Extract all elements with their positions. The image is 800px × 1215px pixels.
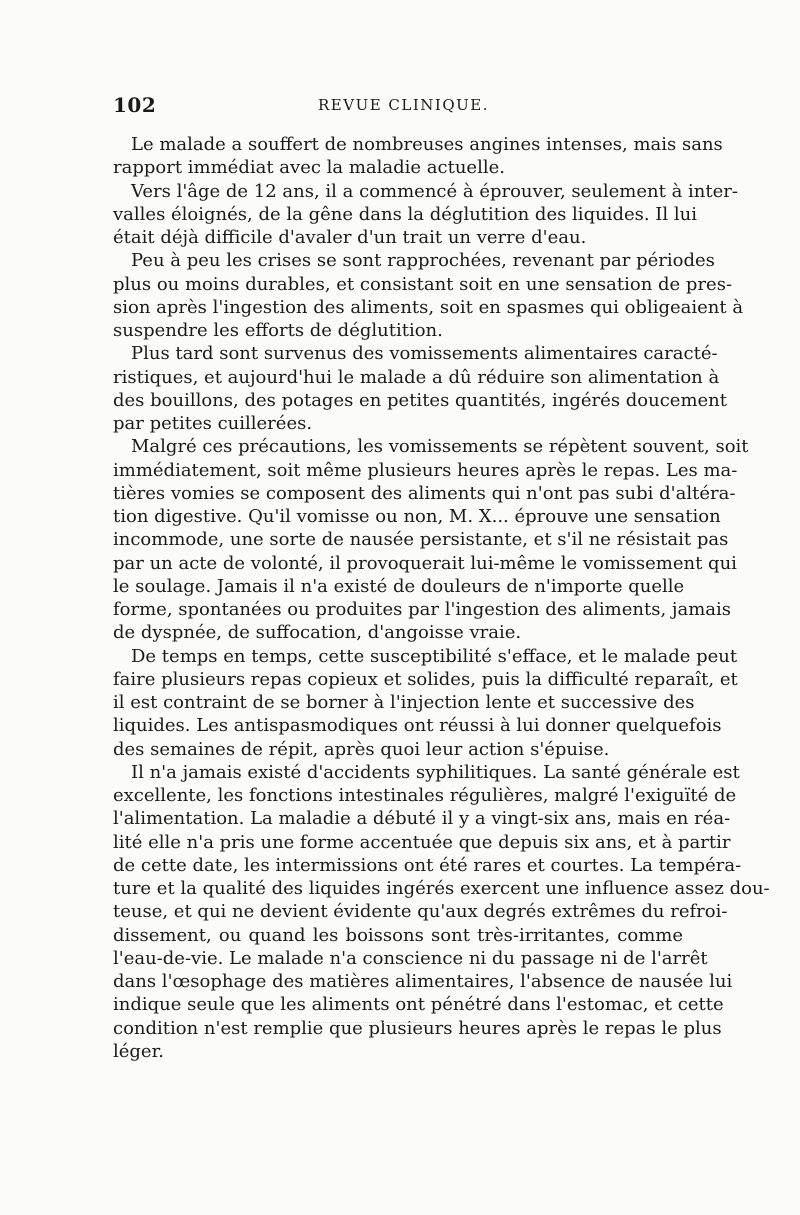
text-line: des bouillons, des potages en petites quantités, ingérés doucement xyxy=(113,389,728,411)
text-line: léger. xyxy=(113,1040,164,1062)
text-line: l'alimentation. La maladie a débuté il y a vingt-six ans, mais en réa- xyxy=(113,808,731,830)
text-line: Vers l'âge de 12 ans, il a commencé à éprouver, seulement à inter- xyxy=(131,180,738,202)
text-line: excellente, les fonctions intestinales régulières, malgré l'exiguïté de xyxy=(113,785,737,806)
text-line: dissement, ou quand les boissons sont très-irritantes, comme xyxy=(113,924,683,946)
text-line: ture et la qualité des liquides ingérés exercent une influence assez dou- xyxy=(113,878,770,899)
text-line: Il n'a jamais existé d'accidents syphilitiques. La santé générale est xyxy=(131,761,740,783)
text-line: rapport immédiat avec la maladie actuelle. xyxy=(113,157,505,179)
text-line: le soulage. Jamais il n'a existé de douleurs de n'importe quelle xyxy=(113,575,685,597)
text-line: plus ou moins durables, et consistant soit en une sensation de pres- xyxy=(113,273,733,295)
text-line: de cette date, les intermissions ont été rares et courtes. La tempéra- xyxy=(113,854,742,876)
page-number: 102 xyxy=(113,93,157,117)
text-line: De temps en temps, cette susceptibilité s'efface, et le malade peut xyxy=(131,645,738,667)
text-line: par un acte de volonté, il provoquerait lui-même le vomissement qui xyxy=(113,552,737,574)
text-line: était déjà difficile d'avaler d'un trait un verre d'eau. xyxy=(113,227,587,248)
text-line: Peu à peu les crises se sont rapprochées, revenant par périodes xyxy=(131,250,715,272)
text-line: indique seule que les aliments ont pénétré dans l'estomac, et cette xyxy=(113,994,724,1016)
faint-bleed-through-mark xyxy=(310,1022,430,1029)
text-line: faire plusieurs repas copieux et solides, puis la difficulté reparaît, et xyxy=(113,668,738,690)
text-line: sion après l'ingestion des aliments, soit en spasmes qui obligeaient à xyxy=(113,296,744,318)
text-line: condition n'est remplie que plusieurs heures après le repas le plus xyxy=(113,1017,722,1039)
text-line: immédiatement, soit même plusieurs heures après le repas. Les ma- xyxy=(113,459,738,481)
page-header xyxy=(113,93,683,117)
text-line: l'eau-de-vie. Le malade n'a conscience ni du passage ni de l'arrêt xyxy=(113,947,708,969)
text-line: forme, spontanées ou produites par l'ingestion des aliments, jamais xyxy=(113,599,732,620)
text-line: des semaines de répit, après quoi leur action s'épuise. xyxy=(113,738,610,760)
text-line: Le malade a souffert de nombreuses angines intenses, mais sans xyxy=(131,134,723,155)
text-line: de dyspnée, de suffocation, d'angoisse vraie. xyxy=(113,622,522,644)
text-line: Malgré ces précautions, les vomissements se répètent souvent, soit xyxy=(131,436,749,458)
text-line: Plus tard sont survenus des vomissements alimentaires caracté- xyxy=(131,343,718,365)
text-line: liquides. Les antispasmodiques ont réussi à lui donner quelquefois xyxy=(113,715,722,737)
text-line: par petites cuillerées. xyxy=(113,413,313,434)
text-line: tion digestive. Qu'il vomisse ou non, M. X... éprouve une sensation xyxy=(113,506,721,527)
text-line: ristiques, et aujourd'hui le malade a dû réduire son alimentation à xyxy=(113,366,720,388)
text-line: lité elle n'a pris une forme accentuée que depuis six ans, et à partir xyxy=(113,831,731,853)
text-line: teuse, et qui ne devient évidente qu'aux degrés extrêmes du refroi- xyxy=(113,901,728,923)
text-line: suspendre les efforts de déglutition. xyxy=(113,320,443,341)
text-line: dans l'œsophage des matières alimentaires, l'absence de nausée lui xyxy=(113,971,733,992)
running-title: REVUE CLINIQUE. xyxy=(318,96,490,114)
text-line: incommode, une sorte de nausée persistante, et s'il ne résistait pas xyxy=(113,529,729,551)
text-line: valles éloignés, de la gêne dans la déglutition des liquides. Il lui xyxy=(113,203,697,225)
body-text xyxy=(113,133,770,1063)
text-line: il est contraint de se borner à l'injection lente et successive des xyxy=(113,692,695,713)
text-line: tières vomies se composent des aliments qui n'ont pas subi d'altéra- xyxy=(113,482,736,504)
